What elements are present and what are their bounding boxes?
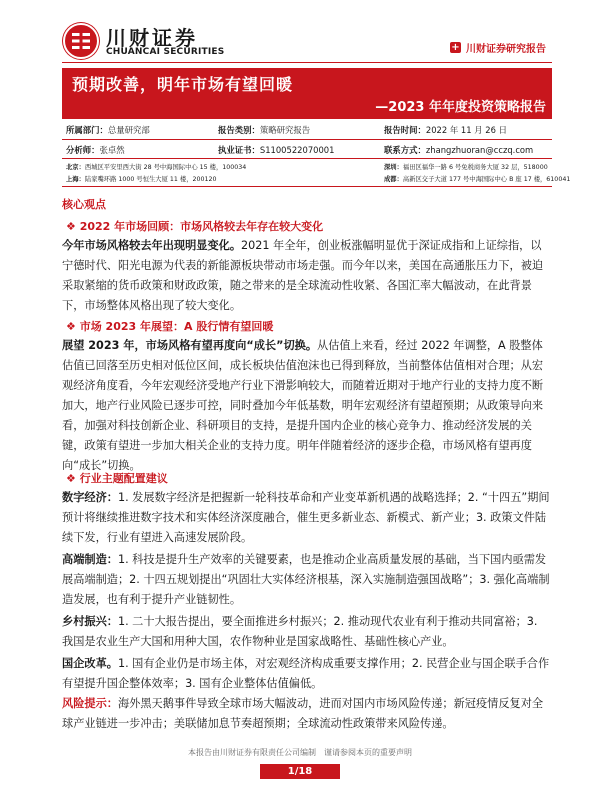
license-label: 执业证书： [218, 145, 260, 155]
address-shenzhen: 深圳：福田区福华一路 6 号免税商务大厦 32 层，518000 [384, 164, 548, 171]
license-value: S1100522070001 [259, 145, 335, 155]
dept-value: 总量研究部 [107, 125, 150, 135]
review-paragraph [62, 236, 552, 316]
info-divider [62, 186, 552, 187]
diamond-bullet-icon: ❖ [66, 320, 76, 333]
analyst-field [66, 144, 125, 156]
dept-label: 所属部门： [66, 125, 108, 135]
plus-icon: + [451, 42, 460, 53]
category-label: 报告类别： [218, 125, 260, 135]
section-head-review: ❖ 2022 年市场回顾：市场风格较去年存在较大变化 [66, 220, 324, 233]
time-field [384, 124, 507, 136]
header-divider [62, 62, 552, 63]
outlook-lead: 展望 2023 年，市场风格有望再度向“成长”切换。 [62, 339, 318, 352]
outlook-paragraph [62, 336, 552, 476]
time-value: 2022 年 11 月 26 日 [425, 125, 507, 135]
digital-economy-paragraph: 数字经济：1. 发展数字经济是把握新一轮科技革命和产业变革新机遇的战略选择；2. “十四五”期间预计将继续推进数字技术和实体经济深度融合，催生更多新业态、新模式、新产业；3. 政策文件陆续下发，行业有望进入高速发展阶段。 [62, 491, 550, 544]
diamond-bullet-icon: ❖ [66, 220, 76, 233]
license-field [218, 144, 334, 156]
rural-revitalization-label: 乡村振兴： [62, 615, 118, 628]
section-head-sectors: ❖ 行业主题配置建议 [66, 472, 168, 485]
address-shanghai: 上海：陆家嘴环路 1000 号恒生大厦 11 楼，200120 [66, 176, 217, 183]
digital-economy-label: 数字经济： [62, 491, 118, 504]
risk-label: 风险提示： [62, 697, 118, 710]
brand-name-cn: 川财证券 [106, 26, 198, 50]
report-subtitle: —2023 年年度投资策略报告 [375, 100, 546, 115]
core-view-label: 核心观点 [62, 198, 106, 211]
review-body: 2021 年全年，创业板涨幅明显优于深证成指和上证综指，以宁德时代、阳光电源为代表的新能源板块带动市场走强。而今年以来，美国在高通胀压力下，被迫采取紧缩的货币政策和财政政策，随之带来的是全球流动性收紧、各国汇率大幅波动，在此背景下，市场整体风格出现了较大变化。 [62, 239, 544, 312]
high-end-manufacturing-label: 高端制造： [62, 553, 118, 566]
report-title: 预期改善，明年市场有望回暖 [72, 75, 294, 94]
analyst-label: 分析师： [66, 145, 100, 155]
analyst-value: 张卓然 [99, 145, 125, 155]
rural-revitalization-paragraph: 乡村振兴：1. 二十大报告提出，要全面推进乡村振兴；2. 推动现代农业有利于推动共同富裕；3. 我国是农业生产大国和用种大国，农作物种业是国家战略性、基础性核心产业。 [62, 615, 538, 648]
title-banner [62, 68, 552, 119]
address-beijing: 北京：西城区平安里西大街 28 号中海国际中心 15 楼，100034 [66, 164, 247, 171]
category-value: 策略研究报告 [259, 125, 311, 135]
info-divider [62, 139, 552, 140]
outlook-body: 从估值上来看，经过 2022 年调整，A 股整体估值已回落至历史相对低位区间，成长板块估值泡沫也已得到释放，当前整体估值相对合理；从宏观经济角度看，今年宏观经济受地产行业下滑影响较大，而随着近期对于地产行业的支持力度不断加大，地产行业风险已逐步可控，同时叠加今年低基数，明年宏观经济有望超预期；从政策导向来看，加强对科技创新企业、科研项目的支持，是提升国内企业的核心竞争力、推动经济发展的关键，政策有望进一步加大相关企业的支持力度。明年伴随着经济的逐步企稳，市场风格有望再度向“成长”切换。 [62, 339, 544, 472]
review-lead: 今年市场风格较去年出现明显变化。 [62, 239, 242, 252]
research-report-label: 川财证券研究报告 [466, 44, 546, 55]
research-report-tag [450, 40, 546, 55]
contact-label: 联系方式： [384, 145, 426, 155]
address-chengdu: 成都：高新区交子大道 177 号中海国际中心 B 座 17 楼，610041 [384, 176, 571, 183]
risk-paragraph: 风险提示：海外黑天鹅事件导致全球市场大幅波动，进而对国内市场风险传递；新冠疫情反复对全球产业链进一步冲击；美联储加息节奏超预期；全球流动性政策带来风险传递。 [62, 697, 544, 730]
soe-reform-paragraph: 国企改革。1. 国有企业仍是市场主体，对宏观经济构成重要支撑作用；2. 民营企业与国企联手合作有望提升国企整体效率；3. 国有企业整体估值偏低。 [62, 657, 550, 690]
contact-value: zhangzhuoran@cczq.com [425, 145, 534, 155]
brand-name-en: CHUANCAI SECURITIES [106, 47, 225, 57]
high-end-manufacturing-paragraph: 高端制造：1. 科技是提升生产效率的关键要素，也是推动企业高质量发展的基础，当下国内亟需发展高端制造；2. 十四五规划提出“巩固壮大实体经济根基，深入实施制造强国战略”；3. 强化高端制造发展，也有利于提升产业链韧性。 [62, 553, 550, 606]
footer-disclaimer: 本报告由川财证券有限责任公司编制 谨请参阅本页的重要声明 [188, 748, 412, 757]
dept-field [66, 124, 150, 136]
diamond-bullet-icon: ❖ [66, 472, 76, 485]
section-head-outlook: ❖ 市场 2023 年展望：A 股行情有望回暖 [66, 320, 274, 333]
page-number: 1/18 [260, 764, 340, 779]
soe-reform-label: 国企改革。 [62, 657, 118, 670]
info-divider [62, 158, 552, 159]
company-logo-icon [62, 22, 100, 60]
contact-field [384, 144, 533, 156]
category-field [218, 124, 310, 136]
time-label: 报告时间： [384, 125, 426, 135]
